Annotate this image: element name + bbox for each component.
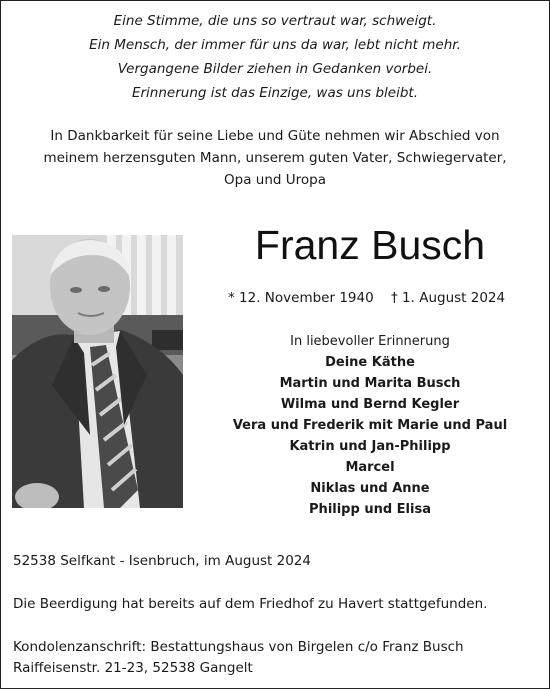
death-date: † 1. August 2024 — [391, 290, 506, 306]
place-date: 52538 Selfkant - Isenbruch, im August 2024 — [13, 553, 311, 569]
poem-line: Eine Stimme, die uns so vertraut war, schweigt. — [113, 13, 437, 29]
mourners-list — [190, 332, 550, 520]
condolence-address — [13, 637, 464, 679]
deceased-name: Franz Busch — [254, 222, 486, 268]
mourner-name: Philipp und Elisa — [309, 502, 431, 517]
mourner-name: Martin und Marita Busch — [279, 376, 461, 391]
mourner-name: Vera und Frederik mit Marie und Paul — [232, 418, 508, 433]
intro-line: In Dankbarkeit für seine Liebe und Güte nehmen wir Abschied von — [50, 128, 500, 144]
portrait-photo — [12, 235, 183, 508]
birth-date: * 12. November 1940 — [228, 290, 374, 306]
poem-line: Ein Mensch, der immer für uns da war, lebt nicht mehr. — [89, 37, 461, 53]
poem-line: Vergangene Bilder ziehen in Gedanken vorbei. — [117, 61, 433, 77]
intro-line: meinem herzensguten Mann, unserem guten Vater, Schwiegervater, — [43, 150, 507, 166]
condolence-line: Kondolenzanschrift: Bestattungshaus von Birgelen c/o Franz Busch — [13, 639, 464, 655]
mourner-name: Marcel — [345, 460, 395, 475]
mourner-name: Niklas und Anne — [310, 481, 430, 496]
poem-line: Erinnerung ist das Einzige, was uns bleibt. — [131, 85, 419, 101]
poem — [0, 9, 550, 105]
intro-text — [0, 125, 550, 191]
mourner-name: Deine Käthe — [325, 355, 415, 370]
mourners-lead: In liebevoller Erinnerung — [290, 334, 450, 349]
intro-line: Opa und Uropa — [224, 172, 326, 188]
funeral-note: Die Beerdigung hat bereits auf dem Friedhof zu Havert stattgefunden. — [13, 596, 488, 612]
mourner-name: Wilma und Bernd Kegler — [280, 397, 460, 412]
condolence-line: Raiffeisenstr. 21-23, 52538 Gangelt — [13, 660, 253, 676]
mourner-name: Katrin und Jan-Philipp — [289, 439, 451, 454]
